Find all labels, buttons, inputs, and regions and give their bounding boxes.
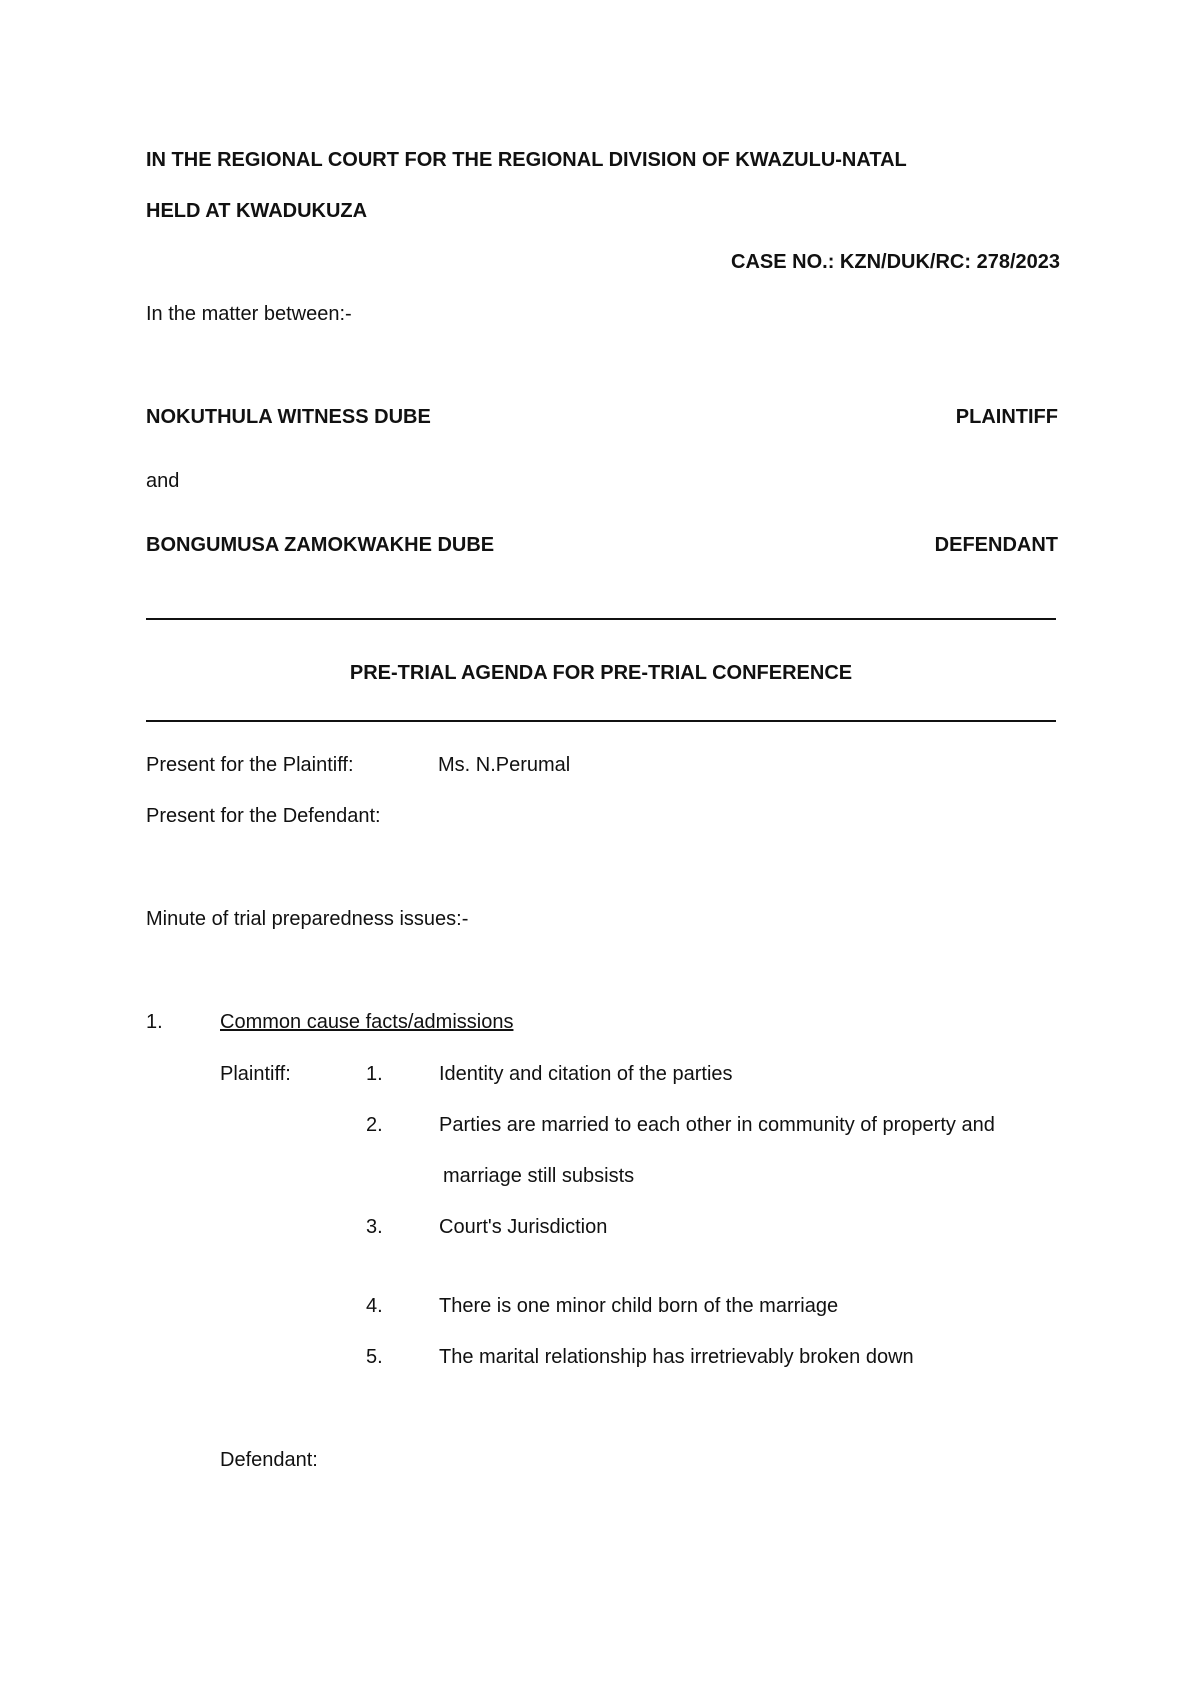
defendant-name: BONGUMUSA ZAMOKWAKHE DUBE	[146, 534, 495, 556]
admission-number: 3.	[366, 1216, 383, 1238]
section-number: 1.	[146, 1011, 163, 1033]
admission-number: 2.	[366, 1114, 383, 1136]
defendant-role: DEFENDANT	[934, 534, 1058, 556]
admission-text: Parties are married to each other in community of property and	[439, 1114, 995, 1136]
defendant-admissions-label: Defendant:	[220, 1449, 318, 1471]
present-plaintiff-value: Ms. N.Perumal	[438, 754, 571, 776]
plaintiff-name: NOKUTHULA WITNESS DUBE	[146, 406, 431, 428]
plaintiff-admissions-label: Plaintiff:	[220, 1063, 291, 1085]
admission-text: Identity and citation of the parties	[439, 1063, 733, 1085]
minute-heading: Minute of trial preparedness issues:-	[146, 908, 469, 930]
bottom-divider	[146, 720, 1056, 722]
admission-text: There is one minor child born of the marriage	[439, 1295, 839, 1317]
admission-text-continuation: marriage still subsists	[443, 1165, 635, 1187]
admission-number: 4.	[366, 1295, 383, 1317]
parties-conjunction: and	[146, 470, 180, 492]
court-heading: IN THE REGIONAL COURT FOR THE REGIONAL DIVISION OF KWAZULU-NATAL	[146, 149, 907, 171]
top-divider	[146, 618, 1056, 620]
present-defendant-label: Present for the Defendant:	[146, 805, 381, 827]
section-heading: Common cause facts/admissions	[220, 1011, 514, 1033]
case-number: CASE NO.: KZN/DUK/RC: 278/2023	[731, 251, 1060, 273]
plaintiff-role: PLAINTIFF	[955, 406, 1058, 428]
parties-intro: In the matter between:-	[146, 303, 352, 325]
admission-number: 1.	[366, 1063, 383, 1085]
admission-text: The marital relationship has irretrievably broken down	[439, 1346, 914, 1368]
document-title: PRE-TRIAL AGENDA FOR PRE-TRIAL CONFERENCE	[349, 662, 853, 684]
held-at-heading: HELD AT KWADUKUZA	[146, 200, 368, 222]
admission-number: 5.	[366, 1346, 383, 1368]
admission-text: Court's Jurisdiction	[439, 1216, 608, 1238]
present-plaintiff-label: Present for the Plaintiff:	[146, 754, 354, 776]
